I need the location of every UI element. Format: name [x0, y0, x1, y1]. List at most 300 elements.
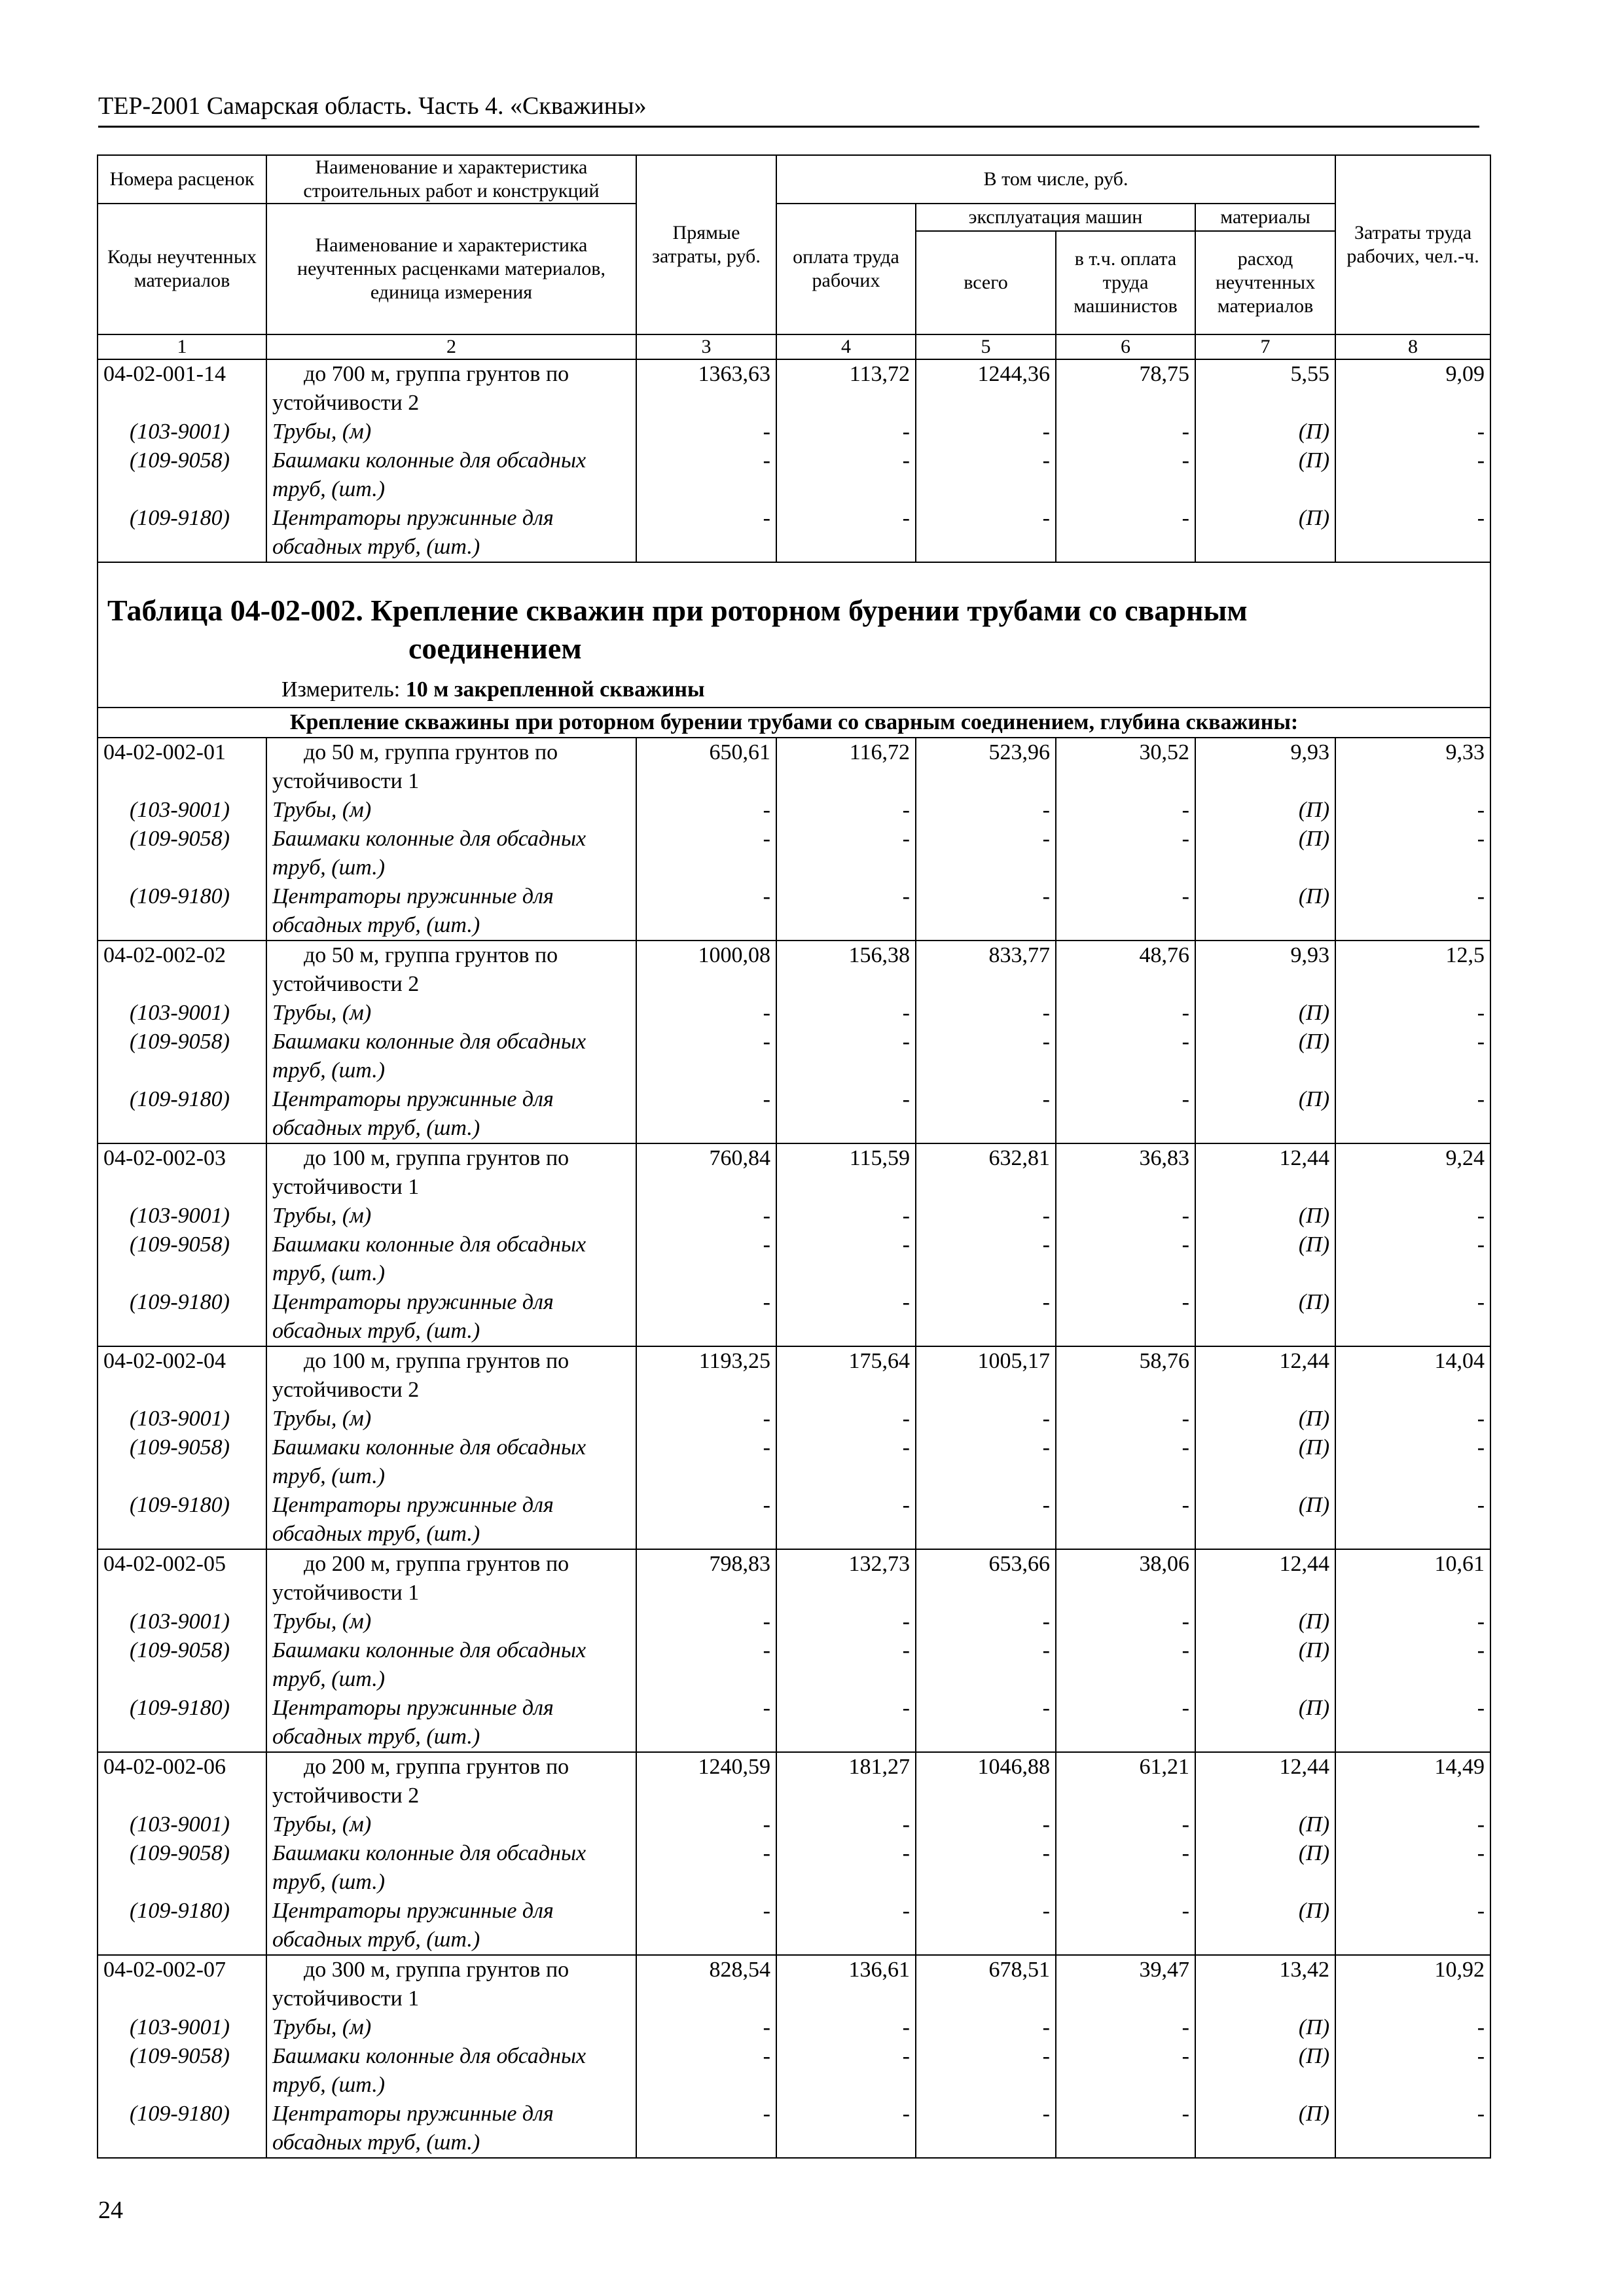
- spacer-line: [782, 1376, 910, 1405]
- work-name-line2: устойчивости 1: [272, 1175, 420, 1199]
- dash-value: -: [763, 1812, 770, 1837]
- value-cell: [1335, 1752, 1490, 1955]
- material-name: Трубы, (м): [272, 798, 372, 822]
- dash-value: -: [1042, 1087, 1050, 1111]
- rate-value: 9,93: [1290, 740, 1330, 764]
- value-cell: [1056, 1955, 1195, 2158]
- material-mark: (П): [1298, 1899, 1330, 1923]
- rate-code-lines: [103, 1144, 261, 1346]
- rate-code-lines: [103, 1550, 261, 1751]
- material-name: Центраторы пружинные для обсадных труб, (шт.): [272, 1290, 554, 1343]
- dash-value: -: [1477, 2015, 1485, 2039]
- dash-value: -: [1182, 1204, 1189, 1228]
- work-name-lines: [272, 360, 630, 562]
- rate-value: 10,92: [1434, 1958, 1485, 1982]
- rate-code-lines: [103, 1956, 261, 2157]
- material-code: (109-9180): [130, 1087, 230, 1111]
- dash-value: -: [1042, 1841, 1050, 1865]
- column-number: 1: [98, 334, 266, 359]
- material-code: (109-9058): [130, 1030, 230, 1054]
- material-code: (103-9001): [130, 798, 230, 822]
- dash-value: -: [1182, 1087, 1189, 1111]
- value-cell: [1195, 941, 1335, 1143]
- rate-value: 115,59: [849, 1146, 910, 1170]
- dash-value: -: [1182, 1030, 1189, 1054]
- rate-value: 36,83: [1139, 1146, 1189, 1170]
- dash-value: -: [1182, 1609, 1189, 1634]
- dash-value: -: [1477, 1841, 1485, 1865]
- value-lines: [922, 360, 1050, 562]
- spacer-line: [922, 1782, 1050, 1810]
- rate-value: 14,04: [1434, 1349, 1485, 1373]
- value-cell: [1335, 941, 1490, 1143]
- dash-value: -: [763, 1609, 770, 1634]
- material-mark: (П): [1298, 1030, 1330, 1054]
- dash-value: -: [1182, 1493, 1189, 1517]
- spacer-line: [922, 1173, 1050, 1202]
- rate-value: 181,27: [848, 1755, 910, 1779]
- rate-value: 12,44: [1279, 1146, 1330, 1170]
- dash-value: -: [1042, 884, 1050, 908]
- dash-value: -: [1182, 827, 1189, 851]
- dash-value: -: [1042, 448, 1050, 473]
- dash-value: -: [1477, 506, 1485, 530]
- material-name: Башмаки колонные для обсадных труб, (шт.): [272, 1841, 586, 1894]
- value-cell: [1195, 359, 1335, 562]
- value-lines: [1341, 1753, 1485, 1954]
- dash-value: -: [902, 2102, 910, 2126]
- dash-value: -: [1477, 1435, 1485, 1460]
- column-number: 6: [1056, 334, 1195, 359]
- rate-value: 5,55: [1290, 362, 1330, 386]
- material-mark: (П): [1298, 2102, 1330, 2126]
- section-heading: Крепление скважины при роторном бурении трубами со сварным соединением, глубина скважины:: [98, 708, 1490, 738]
- value-cell: [1335, 1549, 1490, 1752]
- rate-code: 04-02-002-05: [103, 1552, 226, 1576]
- dash-value: -: [1182, 420, 1189, 444]
- value-cell: [1195, 1143, 1335, 1346]
- material-name: Центраторы пружинные для обсадных труб, (шт.): [272, 884, 554, 937]
- value-cell: [776, 1346, 916, 1549]
- rate-value: 9,33: [1445, 740, 1485, 764]
- dash-value: -: [902, 1435, 910, 1460]
- material-mark: (П): [1298, 1290, 1330, 1314]
- spacer-line: [1062, 767, 1189, 796]
- value-cell: [1195, 1549, 1335, 1752]
- work-name-line2: устойчивости 2: [272, 972, 420, 996]
- dash-value: -: [1042, 1030, 1050, 1054]
- value-lines: [782, 1956, 910, 2157]
- rate-value: 132,73: [848, 1552, 910, 1576]
- rate-entry-row: [98, 941, 1490, 1143]
- material-code: (109-9180): [130, 2102, 230, 2126]
- column-number: 3: [636, 334, 776, 359]
- value-lines: [922, 1550, 1050, 1751]
- spacer-line: [1341, 970, 1485, 999]
- value-lines: [1201, 1956, 1329, 2157]
- dash-value: -: [763, 506, 770, 530]
- dash-value: -: [763, 1899, 770, 1923]
- dash-value: -: [1042, 1001, 1050, 1025]
- value-cell: [636, 941, 776, 1143]
- spacer-line: [1201, 1984, 1329, 2013]
- dash-value: -: [1042, 1204, 1050, 1228]
- spacer-line: [1201, 970, 1329, 999]
- rate-value: 1240,59: [698, 1755, 770, 1779]
- header-unaccounted-materials: расход неучтенных материалов: [1195, 231, 1335, 334]
- dash-value: -: [902, 1696, 910, 1720]
- spacer-line: [103, 1984, 261, 2013]
- rate-value: 1244,36: [977, 362, 1050, 386]
- material-name: Центраторы пружинные для обсадных труб, (шт.): [272, 1087, 554, 1140]
- rate-code-lines: [103, 1753, 261, 1954]
- material-mark: (П): [1298, 506, 1330, 530]
- dash-value: -: [763, 2102, 770, 2126]
- value-cell: [1056, 738, 1195, 941]
- dash-value: -: [763, 798, 770, 822]
- material-name: Трубы, (м): [272, 420, 372, 444]
- value-lines: [782, 1550, 910, 1751]
- rate-code-cell: [98, 738, 266, 941]
- dash-value: -: [1042, 1290, 1050, 1314]
- value-lines: [1062, 1550, 1189, 1751]
- dash-value: -: [763, 1204, 770, 1228]
- spacer-line: [922, 767, 1050, 796]
- material-code: (109-9180): [130, 506, 230, 530]
- dash-value: -: [902, 1493, 910, 1517]
- work-name-cell: [266, 1955, 636, 2158]
- dash-value: -: [902, 1812, 910, 1837]
- dash-value: -: [763, 1407, 770, 1431]
- material-mark: (П): [1298, 2044, 1330, 2068]
- dash-value: -: [902, 1638, 910, 1662]
- dash-value: -: [1477, 1001, 1485, 1025]
- material-mark: (П): [1298, 1493, 1330, 1517]
- spacer-line: [782, 389, 910, 418]
- value-cell: [916, 941, 1056, 1143]
- spacer-line: [642, 767, 770, 796]
- work-name-line2: устойчивости 1: [272, 769, 420, 793]
- rate-value: 12,44: [1279, 1349, 1330, 1373]
- header-machinists-wages: в т.ч. оплата труда машинистов: [1056, 231, 1195, 334]
- value-lines: [782, 941, 910, 1143]
- value-lines: [922, 1144, 1050, 1346]
- work-name-cell: [266, 941, 636, 1143]
- dash-value: -: [1477, 2044, 1485, 2068]
- value-lines: [1201, 1550, 1329, 1751]
- rate-value: 1005,17: [977, 1349, 1050, 1373]
- material-code: (103-9001): [130, 1609, 230, 1634]
- spacer-line: [103, 970, 261, 999]
- rate-value: 136,61: [848, 1958, 910, 1982]
- dash-value: -: [1477, 1696, 1485, 1720]
- rate-value: 12,44: [1279, 1755, 1330, 1779]
- work-name-cell: [266, 738, 636, 941]
- table-title: [98, 563, 1490, 668]
- value-lines: [1062, 1347, 1189, 1549]
- dash-value: -: [1477, 798, 1485, 822]
- rate-code: 04-02-002-02: [103, 943, 226, 967]
- material-code: (109-9058): [130, 1638, 230, 1662]
- work-name-lines: [272, 1956, 630, 2157]
- rate-code: 04-02-002-07: [103, 1958, 226, 1982]
- spacer-line: [922, 1984, 1050, 2013]
- rate-value: 828,54: [709, 1958, 770, 1982]
- value-cell: [916, 1752, 1056, 1955]
- value-cell: [776, 1955, 916, 2158]
- dash-value: -: [1182, 1696, 1189, 1720]
- material-name: Башмаки колонные для обсадных труб, (шт.): [272, 827, 586, 880]
- value-lines: [1062, 1144, 1189, 1346]
- spacer-line: [922, 970, 1050, 999]
- material-code: (103-9001): [130, 1001, 230, 1025]
- column-numbers-row: [98, 334, 1490, 359]
- spacer-line: [642, 389, 770, 418]
- spacer-line: [103, 1782, 261, 1810]
- rate-code-cell: [98, 941, 266, 1143]
- spacer-line: [1062, 1173, 1189, 1202]
- material-name: Башмаки колонные для обсадных труб, (шт.): [272, 2044, 586, 2097]
- value-cell: [1335, 1143, 1490, 1346]
- work-name-cell: [266, 1346, 636, 1549]
- spacer-line: [922, 389, 1050, 418]
- column-number: 5: [916, 334, 1056, 359]
- spacer-line: [1341, 1984, 1485, 2013]
- spacer-line: [1341, 1173, 1485, 1202]
- rate-code-lines: [103, 1347, 261, 1549]
- dash-value: -: [902, 1407, 910, 1431]
- rate-code: 04-02-001-14: [103, 362, 226, 386]
- rate-entry-row: [98, 1955, 1490, 2158]
- value-lines: [642, 1956, 770, 2157]
- dash-value: -: [1182, 1435, 1189, 1460]
- dash-value: -: [1182, 1638, 1189, 1662]
- work-name-lines: [272, 738, 630, 940]
- rate-code-lines: [103, 738, 261, 940]
- rate-value: 48,76: [1139, 943, 1189, 967]
- value-lines: [642, 1550, 770, 1751]
- rate-value: 1000,08: [698, 943, 770, 967]
- rate-value: 1363,63: [698, 362, 770, 386]
- value-lines: [1201, 1144, 1329, 1346]
- rate-value: 39,47: [1139, 1958, 1189, 1982]
- dash-value: -: [1182, 2102, 1189, 2126]
- work-name-cell: [266, 359, 636, 562]
- dash-value: -: [1182, 1290, 1189, 1314]
- dash-value: -: [1477, 1232, 1485, 1257]
- rate-value: 10,61: [1434, 1552, 1485, 1576]
- rate-value: 523,96: [988, 740, 1050, 764]
- work-name-line1: до 100 м, группа грунтов по: [304, 1349, 569, 1373]
- material-mark: (П): [1298, 1407, 1330, 1431]
- dash-value: -: [1477, 420, 1485, 444]
- value-cell: [1335, 1955, 1490, 2158]
- spacer-line: [782, 970, 910, 999]
- spacer-line: [1062, 1376, 1189, 1405]
- dash-value: -: [1477, 448, 1485, 473]
- value-cell: [916, 359, 1056, 562]
- material-mark: (П): [1298, 1841, 1330, 1865]
- spacer-line: [1341, 1376, 1485, 1405]
- dash-value: -: [1477, 1493, 1485, 1517]
- dash-value: -: [763, 827, 770, 851]
- value-lines: [1341, 1144, 1485, 1346]
- work-name-lines: [272, 1550, 630, 1751]
- rate-code-cell: [98, 1752, 266, 1955]
- dash-value: -: [1477, 1812, 1485, 1837]
- value-lines: [1341, 738, 1485, 940]
- dash-value: -: [1042, 1609, 1050, 1634]
- value-cell: [916, 738, 1056, 941]
- dash-value: -: [763, 1087, 770, 1111]
- rate-value: 798,83: [709, 1552, 770, 1576]
- value-cell: [776, 1549, 916, 1752]
- header-direct-costs: Прямые затраты, руб.: [636, 155, 776, 334]
- spacer-line: [1201, 1173, 1329, 1202]
- dash-value: -: [902, 420, 910, 444]
- material-name: Башмаки колонные для обсадных труб, (шт.): [272, 1232, 586, 1285]
- rate-code-cell: [98, 1346, 266, 1549]
- rate-value: 12,44: [1279, 1552, 1330, 1576]
- spacer-line: [1201, 767, 1329, 796]
- measure-line: [98, 668, 1490, 707]
- value-lines: [642, 1753, 770, 1954]
- dash-value: -: [763, 1841, 770, 1865]
- value-cell: [776, 941, 916, 1143]
- value-lines: [642, 360, 770, 562]
- value-cell: [1056, 1752, 1195, 1955]
- rate-code: 04-02-002-04: [103, 1349, 226, 1373]
- value-lines: [1341, 941, 1485, 1143]
- spacer-line: [103, 1376, 261, 1405]
- value-cell: [776, 738, 916, 941]
- dash-value: -: [1477, 1030, 1485, 1054]
- dash-value: -: [763, 2044, 770, 2068]
- dash-value: -: [1182, 1899, 1189, 1923]
- value-cell: [636, 1955, 776, 2158]
- value-lines: [922, 1753, 1050, 1954]
- value-lines: [1341, 1550, 1485, 1751]
- work-name-line2: устойчивости 1: [272, 1581, 420, 1605]
- value-cell: [636, 738, 776, 941]
- dash-value: -: [1042, 1638, 1050, 1662]
- rate-value: 175,64: [848, 1349, 910, 1373]
- material-code: (103-9001): [130, 1812, 230, 1837]
- rate-entry-row: [98, 1346, 1490, 1549]
- material-name: Трубы, (м): [272, 1407, 372, 1431]
- value-lines: [642, 738, 770, 940]
- material-code: (109-9058): [130, 1841, 230, 1865]
- material-code: (109-9058): [130, 827, 230, 851]
- dash-value: -: [1042, 1899, 1050, 1923]
- dash-value: -: [763, 1493, 770, 1517]
- work-name-line1: до 300 м, группа грунтов по: [304, 1958, 569, 1982]
- value-cell: [1056, 1346, 1195, 1549]
- material-name: Центраторы пружинные для обсадных труб, (шт.): [272, 2102, 554, 2155]
- work-name-lines: [272, 941, 630, 1143]
- material-code: (109-9180): [130, 1290, 230, 1314]
- spacer-line: [1062, 1782, 1189, 1810]
- rate-value: 61,21: [1139, 1755, 1189, 1779]
- material-mark: (П): [1298, 1696, 1330, 1720]
- header-col2-top: Наименование и характеристика строительных работ и конструкций: [266, 155, 636, 204]
- work-name-line1: до 100 м, группа грунтов по: [304, 1146, 569, 1170]
- material-code: (103-9001): [130, 420, 230, 444]
- work-name-line2: устойчивости 2: [272, 1784, 420, 1808]
- value-lines: [1062, 1753, 1189, 1954]
- value-lines: [922, 941, 1050, 1143]
- value-cell: [636, 359, 776, 562]
- spacer-line: [1341, 389, 1485, 418]
- dash-value: -: [1042, 1232, 1050, 1257]
- value-cell: [916, 1143, 1056, 1346]
- spacer-line: [922, 1579, 1050, 1607]
- material-mark: (П): [1298, 1638, 1330, 1662]
- rate-value: 38,06: [1139, 1552, 1189, 1576]
- dash-value: -: [1182, 2044, 1189, 2068]
- work-name-line1: до 50 м, группа грунтов по: [304, 740, 558, 764]
- material-code: (109-9180): [130, 1899, 230, 1923]
- spacer-line: [642, 1173, 770, 1202]
- rate-value: 58,76: [1139, 1349, 1189, 1373]
- dash-value: -: [902, 1232, 910, 1257]
- value-cell: [1056, 1549, 1195, 1752]
- spacer-line: [103, 767, 261, 796]
- value-lines: [1201, 360, 1329, 562]
- work-name-line1: до 200 м, группа грунтов по: [304, 1552, 569, 1576]
- dash-value: -: [902, 1204, 910, 1228]
- value-lines: [642, 1144, 770, 1346]
- rate-value: 632,81: [988, 1146, 1050, 1170]
- material-code: (103-9001): [130, 1204, 230, 1228]
- dash-value: -: [1477, 1407, 1485, 1431]
- dash-value: -: [1182, 798, 1189, 822]
- dash-value: -: [1477, 1609, 1485, 1634]
- rate-code: 04-02-002-06: [103, 1755, 226, 1779]
- rate-value: 30,52: [1139, 740, 1189, 764]
- dash-value: -: [763, 1696, 770, 1720]
- rate-entry-row: [98, 1752, 1490, 1955]
- material-mark: (П): [1298, 1087, 1330, 1111]
- dash-value: -: [902, 1841, 910, 1865]
- work-name-cell: [266, 1549, 636, 1752]
- value-cell: [1056, 359, 1195, 562]
- prev-entry-row: [98, 359, 1490, 562]
- material-name: Башмаки колонные для обсадных труб, (шт.): [272, 1030, 586, 1083]
- running-header: ТЕР-2001 Самарская область. Часть 4. «Скважины»: [98, 92, 1479, 128]
- dash-value: -: [1042, 2015, 1050, 2039]
- dash-value: -: [1042, 1696, 1050, 1720]
- rate-value: 78,75: [1139, 362, 1189, 386]
- rate-value: 1046,88: [977, 1755, 1050, 1779]
- value-lines: [1341, 1347, 1485, 1549]
- spacer-line: [642, 1376, 770, 1405]
- material-name: Башмаки колонные для обсадных труб, (шт.): [272, 1435, 586, 1488]
- dash-value: -: [1182, 884, 1189, 908]
- value-cell: [1195, 1955, 1335, 2158]
- dash-value: -: [1477, 1204, 1485, 1228]
- material-mark: (П): [1298, 1001, 1330, 1025]
- rate-value: 9,24: [1445, 1146, 1485, 1170]
- dash-value: -: [763, 1001, 770, 1025]
- work-name-lines: [272, 1753, 630, 1954]
- dash-value: -: [902, 827, 910, 851]
- value-cell: [636, 1346, 776, 1549]
- value-cell: [1056, 1143, 1195, 1346]
- dash-value: -: [1477, 2102, 1485, 2126]
- header-col1-top: Номера расценок: [98, 155, 266, 204]
- value-cell: [916, 1549, 1056, 1752]
